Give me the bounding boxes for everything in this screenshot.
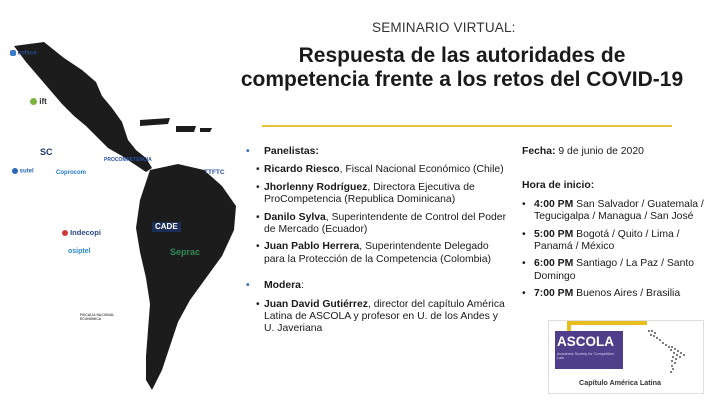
accent-divider	[262, 125, 672, 127]
moderator-header: • Modera:	[246, 280, 304, 292]
indecopi-logo: Indecopi	[62, 229, 101, 237]
panelist-item	[246, 182, 508, 207]
cade-logo: CADE	[152, 222, 181, 232]
time-item	[522, 199, 714, 224]
ascola-tagline: Academic Society for Competition Law	[557, 352, 614, 361]
ascola-accent-horizontal	[567, 321, 647, 325]
panelists-header	[246, 146, 508, 158]
panelist-item	[246, 212, 508, 237]
panelist-desc: , Superintendente Delegado para la Protección de la Competencia (Colombia)	[264, 241, 491, 265]
time-item	[522, 288, 714, 300]
osiptel-logo: osiptel	[68, 248, 91, 255]
panelist-desc: , Fiscal Nacional Económico (Chile)	[339, 164, 504, 176]
ascola-logo-card	[548, 320, 704, 394]
bullet-icon: •	[522, 288, 526, 300]
start-time-label: Hora de inicio:	[522, 180, 595, 192]
time-value: 5:00 PM	[534, 228, 574, 240]
panelist-name: Ricardo Riesco	[264, 164, 340, 176]
panelists-label: Panelistas:	[264, 146, 319, 157]
bullet-icon: •	[522, 258, 526, 270]
bullet-icon: •	[256, 211, 260, 223]
seprac-logo: Seprac	[170, 247, 201, 257]
moderator-name: Juan David Gutiérrez	[264, 298, 368, 310]
bullet-icon: •	[256, 241, 260, 253]
cofece-logo: cofece	[10, 50, 37, 57]
time-places: Bogotá / Quito / Lima / Panamá / México	[534, 228, 680, 253]
title-line-2: competencia frente a los retos del COVID-19	[240, 68, 684, 91]
sc-logo: SC	[40, 147, 53, 157]
indecopi-icon	[62, 230, 68, 236]
panelist-desc: , Superintendente de Control del Poder de Mercado (Ecuador)	[264, 211, 507, 236]
map-outline	[0, 30, 240, 395]
sutel-logo: sutel	[12, 168, 34, 175]
schedule-section	[522, 146, 714, 306]
time-value: 4:00 PM	[534, 198, 574, 210]
bullet-icon: •	[256, 181, 260, 193]
coprocom-logo: Coprocom	[56, 170, 86, 176]
time-list	[522, 199, 714, 301]
page-title	[212, 44, 712, 92]
time-places: Santiago / La Paz / Santo Domingo	[534, 258, 695, 282]
latin-america-map	[0, 30, 240, 395]
time-item	[522, 229, 714, 254]
ift-icon	[30, 98, 37, 105]
title-line-1: Respuesta de las autoridades de	[298, 44, 626, 67]
bullet-icon: •	[522, 198, 526, 210]
time-value: 7:00 PM	[534, 288, 574, 300]
panelist-name: Juan Pablo Herrera	[264, 241, 360, 253]
bullet-icon: •	[246, 280, 250, 292]
bullet-icon: •	[246, 146, 250, 157]
ascola-brand: ASCOLA	[557, 334, 614, 349]
bullet-icon: •	[256, 298, 260, 310]
sutel-icon	[12, 168, 18, 174]
event-date	[522, 146, 714, 158]
panelist-item	[246, 164, 508, 176]
cofece-icon	[10, 50, 16, 56]
seminar-label: SEMINARIO VIRTUAL:	[372, 20, 516, 35]
ift-logo: ift	[30, 98, 47, 106]
procompetencia-logo: PROCOMPETENCIA	[104, 157, 152, 163]
date-value: 9 de junio de 2020	[555, 146, 644, 157]
panelist-desc: , Directora Ejecutiva de ProCompetencia (Republica Dominicana)	[264, 181, 475, 206]
ttftc-logo: TTFTC	[204, 169, 225, 176]
panelist-item	[246, 241, 508, 266]
time-places: Buenos Aires / Brasilia	[573, 288, 681, 300]
moderator-item	[246, 299, 508, 336]
ascola-caption: Capítulo América Latina	[579, 378, 662, 387]
panelist-name: Danilo Sylva	[264, 211, 326, 223]
moderator-desc: , director del capítulo América Latina de ASCOLA y profesor en U. de los Andes y U. Javeriana	[264, 298, 505, 335]
bullet-icon: •	[256, 164, 260, 176]
panelist-name: Jhorlenny Rodríguez	[264, 181, 368, 193]
bullet-icon: •	[522, 228, 526, 240]
fne-logo: FISCALÍA NACIONAL ECONÓMICA	[80, 313, 115, 321]
time-item	[522, 258, 714, 283]
time-value: 6:00 PM	[534, 258, 574, 270]
panelists-section	[246, 146, 508, 341]
ascola-map-icon	[639, 325, 697, 377]
moderator-label: Modera	[264, 280, 301, 292]
date-label: Fecha:	[522, 146, 556, 157]
time-places: San Salvador / Guatemala / Tegucigalpa / Managua / San José	[534, 198, 704, 223]
